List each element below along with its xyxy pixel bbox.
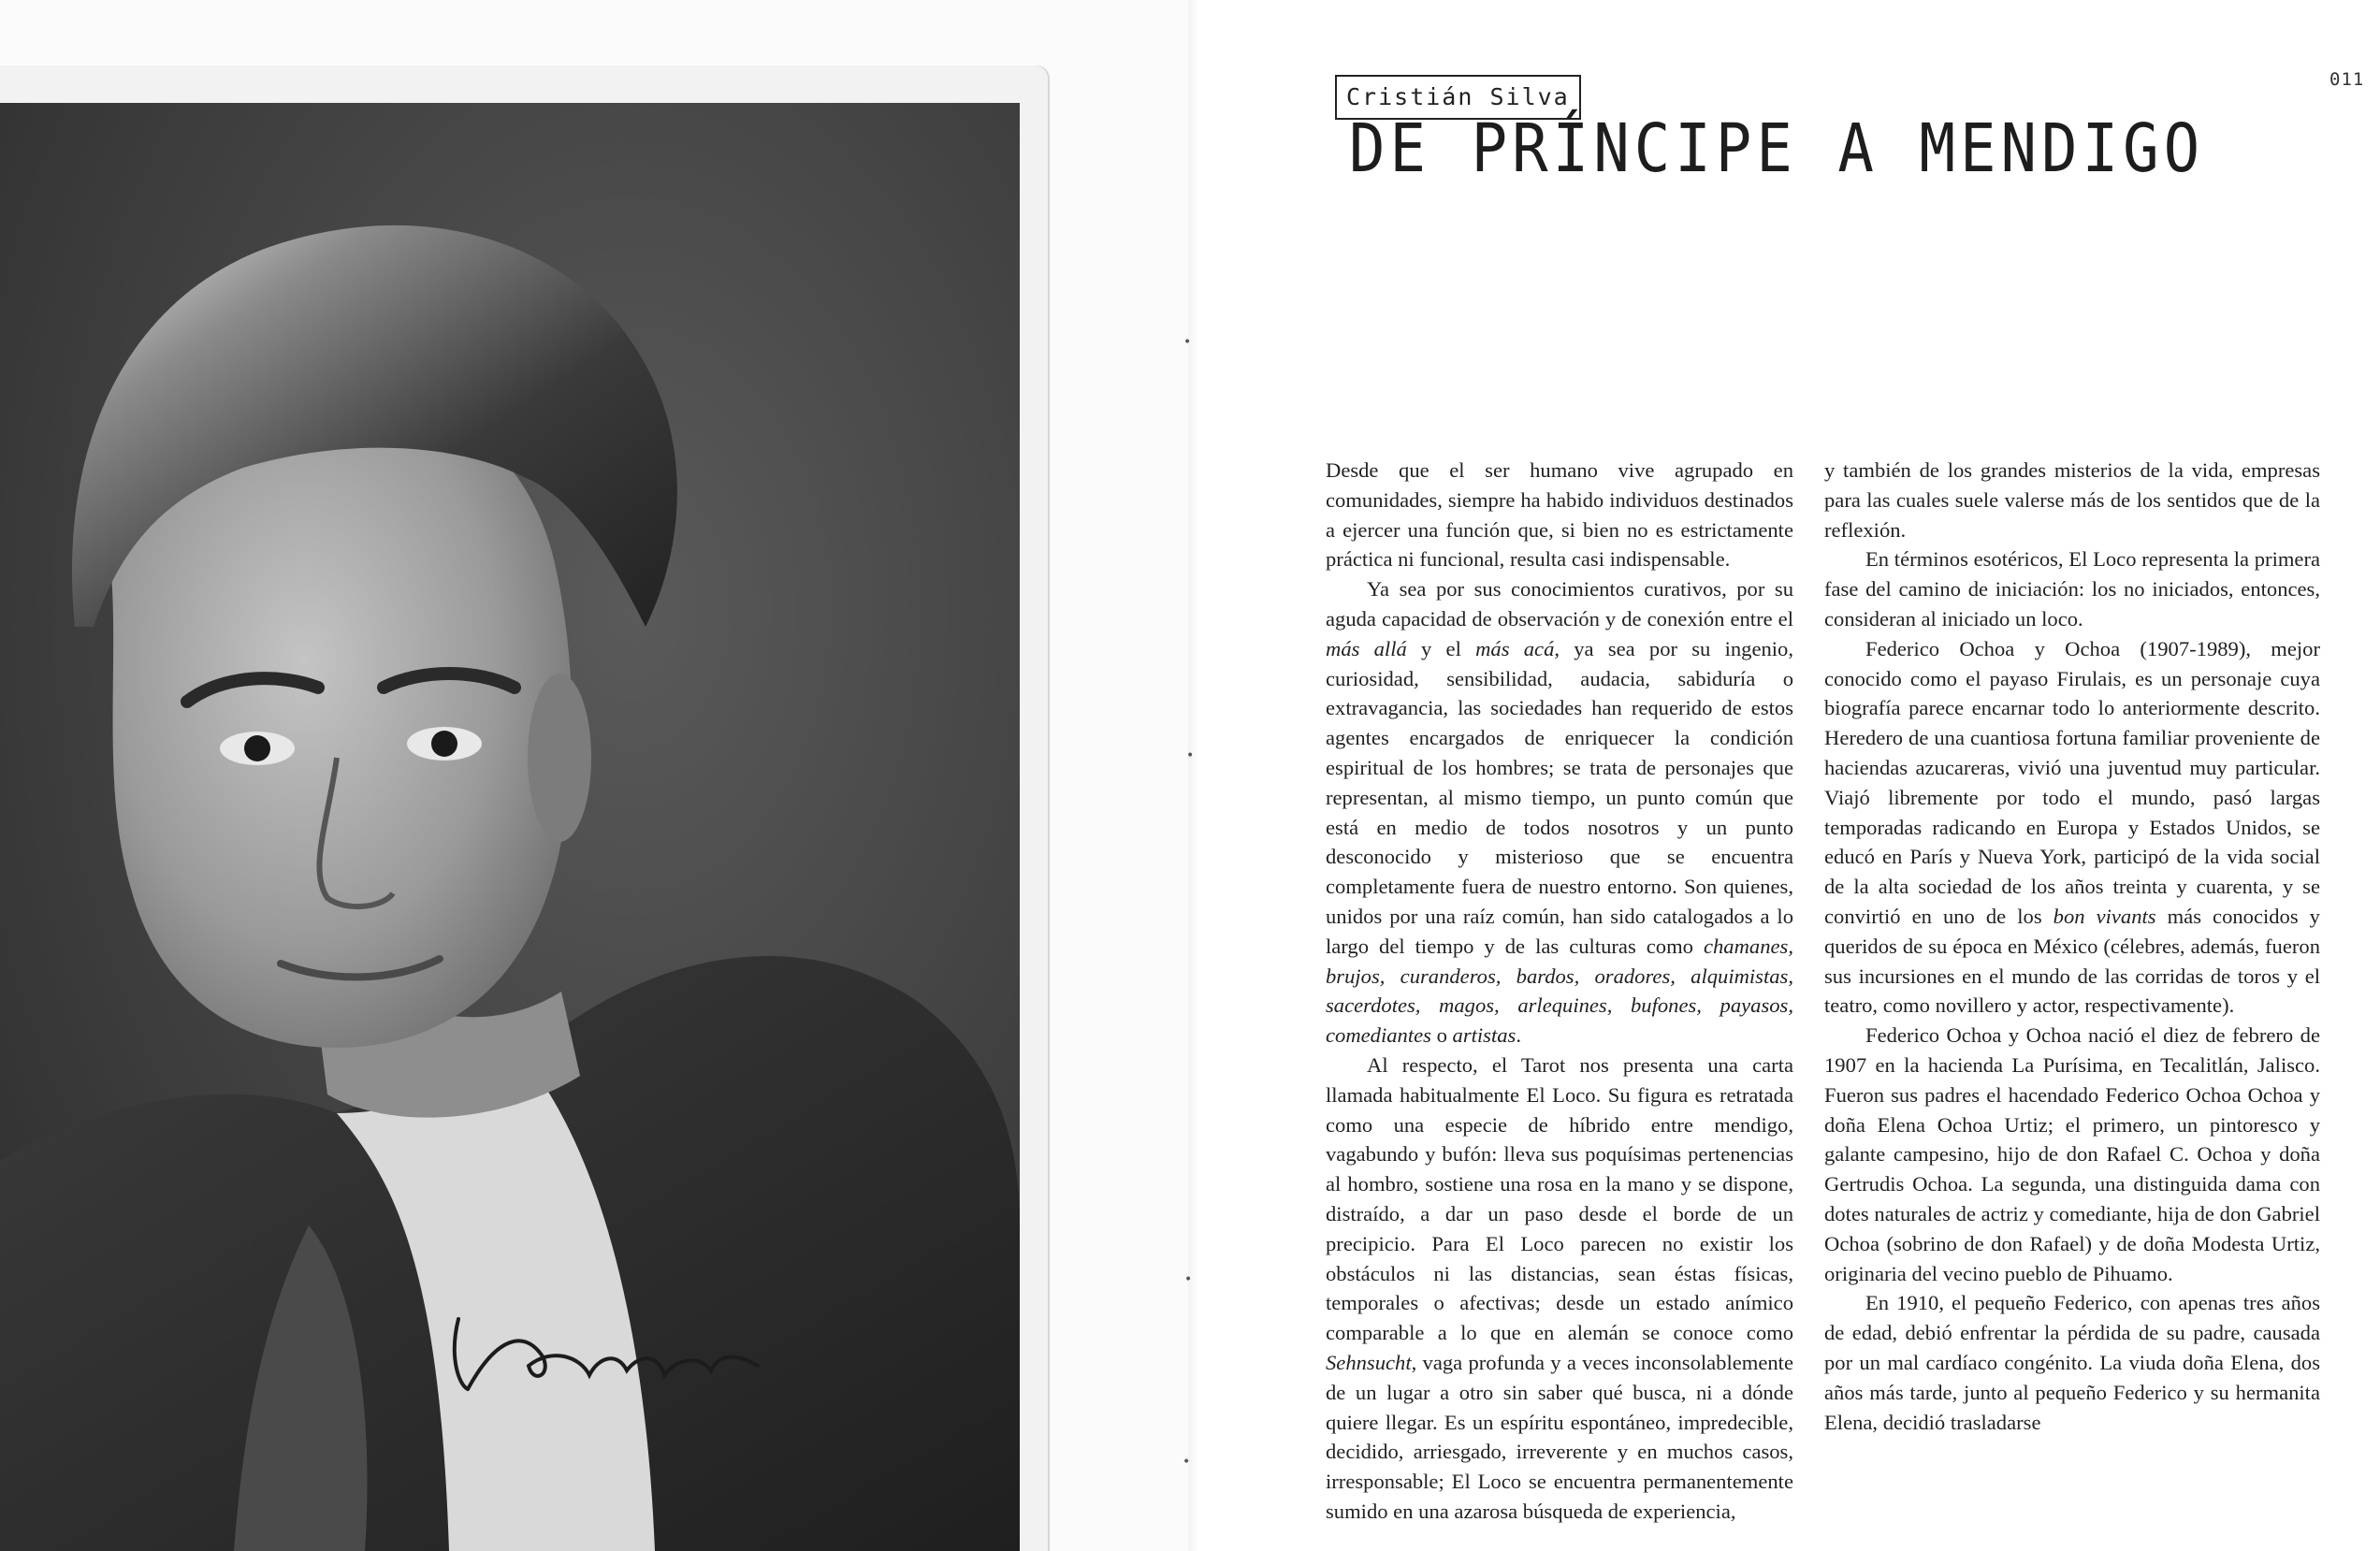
text-column-right [1824,456,2320,1437]
left-pupil [244,735,270,761]
author-name: Cristián Silva [1335,75,1581,120]
paragraph: y también de los grandes misterios de la vida, empresas para las cuales suele valerse más de los sentidos que de la reflexión. [1824,458,2320,542]
right-page [1199,0,2380,1551]
gutter-mark: • [1183,335,1192,350]
gutter-mark: • [1183,1455,1191,1470]
handwritten-signature [440,1300,776,1403]
page-gutter [1188,0,1199,1551]
page-number: 011 [2329,69,2365,90]
paragraph: Federico Ochoa y Ochoa nació el diez de febrero de 1907 en la hacienda La Purísima, en Tecalitlán, Jalisco. Fueron sus padres el hacendado Federico Ochoa Ochoa y doña Elena Ochoa Urtiz; el primero, un pintoresco y galante campesino, hijo de don Rafael C. Ochoa y doña Gertrudis Ochoa. La segunda, una distinguida dama con dotes naturales de actriz y comediante, hija de don Gabriel Ochoa (sobrino de don Rafael) y de doña Modesta Urtiz, originaria del vecino pueblo de Pihuamo. [1824,1023,2320,1285]
paragraph: Federico Ochoa y Ochoa (1907-1989), mejor conocido como el payaso Firulais, es un personaje cuya biografía parece encarnar todo lo anteriormente descrito. Heredero de una cuantiosa fortuna familiar proveniente de haciendas azucareras, vivió una juventud muy particular. Viajó libremente por todo el mundo, pasó largas temporadas radicando en Europa y Estados Unidos, se educó en París y Nueva York, participó de la vida social de la alta sociedad de los años treinta y cuarenta, y se convirtió en uno de los bon vivants más conocidos y queridos de su época en México (célebres, además, fueron sus incursiones en el mundo de las corridas de toros y el teatro, como novillero y actor, respectivamente). [1824,636,2320,1018]
right-pupil [431,731,457,757]
gutter-mark: • [1184,1272,1193,1287]
ear [528,674,591,842]
text-column-left [1326,456,1793,1527]
paragraph: En 1910, el pequeño Federico, con apenas tres años de edad, debió enfrentar la pérdida de su padre, causada por un mal cardíaco congénito. La viuda doña Elena, dos años más tarde, junto al pequeño Federico y su hermanita Elena, decidió trasladarse [1824,1291,2320,1434]
paragraph: Desde que el ser humano vive agrupado en comunidades, siempre ha habido individuos destinados a ejercer una función que, si bien no es estrictamente práctica ni funcional, resulta casi indispensable. [1326,458,1793,572]
paragraph: En términos esotéricos, El Loco representa la primera fase del camino de iniciación: los no iniciados, entonces, consideran al iniciado un loco. [1824,547,2320,631]
paragraph: Al respecto, el Tarot nos presenta una carta llamada habitualmente El Loco. Su figura es retratada como una especie de híbrido entre mendigo, vagabundo y bufón: lleva sus poquísimas pertenencias al hombro, sostiene una rosa en la mano y se dispone, distraído, a dar un paso desde el borde de un precipicio. Para El Loco parecen no existir los obstáculos ni las distancias, sean éstas físicas, temporales o afectivas; desde un estado anímico comparable a lo que en alemán se conoce como Sehnsucht, vaga profunda y a veces inconsolablemente de un lugar a otro sin saber qué busca, ni a dónde quiere llegar. Es un espíritu espontáneo, impredecible, decidido, arriesgado, irreverente y en muchos casos, irresponsable; El Loco se encuentra permanentemente sumido en una azarosa búsqueda de experiencia, [1326,1052,1793,1523]
photo-paper [0,65,1048,1551]
paragraph: Ya sea por sus conocimientos curativos, por su aguda capacidad de observación y de conexión entre el más allá y el más acá, ya sea por su ingenio, curiosidad, sensibilidad, audacia, sabiduría o extravagancia, las sociedades han requerido de estos agentes encargados de enriquecer la condición espiritual de los hombres; se trata de personajes que representan, al mismo tiempo, un punto común que está en medio de todos nosotros y un punto desconocido y misterioso que se encuentra completamente fuera de nuestro entorno. Son quienes, unidos por una raíz común, han sido catalogados a lo largo del tiempo y de las culturas como chamanes, brujos, curanderos, bardos, oradores, alquimistas, sacerdotes, magos, arlequines, bufones, payasos, comediantes o artistas. [1326,577,1793,1048]
gutter-mark: • [1186,748,1195,763]
article-title: DE PRÍNCIPE A MENDIGO [1349,110,2205,188]
